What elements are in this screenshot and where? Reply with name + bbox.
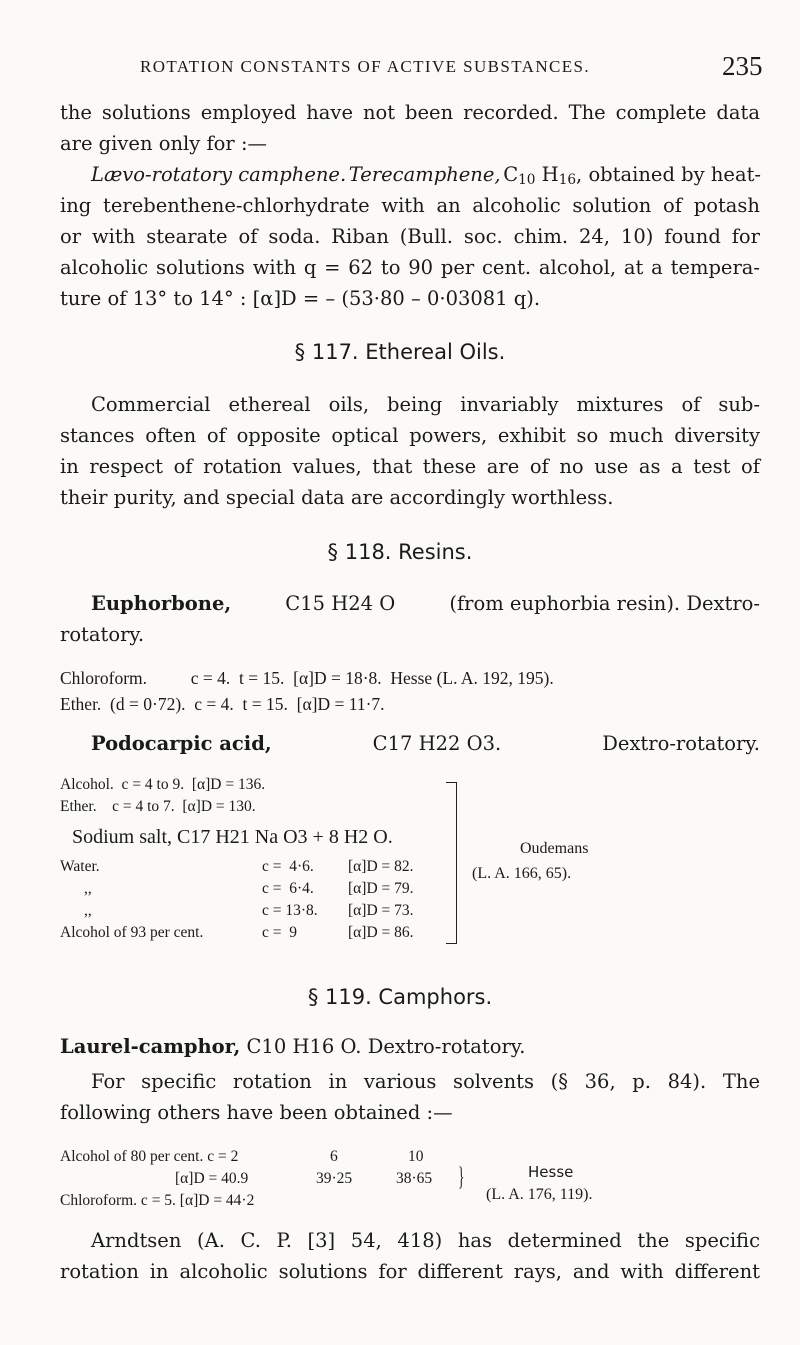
formula-h: H [541, 163, 559, 186]
chloroform-row: Chloroform. c = 4. t = 15. [α]D = 18·8. Hesse (L. A. 192, 195). [60, 668, 554, 688]
ether-row: Ether. (d = 0·72). c = 4. t = 15. [α]D = 11·7. [60, 694, 385, 714]
podocarpic-formula: C17 H22 O3. [372, 732, 502, 755]
intro-line-6: alcoholic solutions with q = 62 to 90 per cent. alcohol, at a tempera- [60, 256, 760, 279]
s117-line-4: their purity, and special data are accordingly worthless. [60, 486, 614, 509]
intro-line-2: are given only for :— [60, 132, 268, 155]
intro-line-5: or with stearate of soda. Riban (Bull. soc. chim. 24, 10) found for [60, 225, 760, 248]
hesse-row2-label: [α]D = 40.9 [175, 1170, 249, 1187]
section-117-heading: § 117. Ethereal Oils. [294, 340, 506, 364]
salt-rotation: [α]D = 73. [348, 902, 414, 919]
salt-solvent: Water. [60, 858, 100, 875]
euphorbone-formula: C15 H24 O [285, 592, 396, 615]
section-119-heading: § 119. Camphors. [307, 985, 493, 1009]
podocarpic-name: Podocarpic acid, [91, 732, 272, 755]
formula-c: C [503, 163, 519, 186]
salt-solvent: Alcohol of 93 per cent. [60, 924, 204, 941]
sodium-salt-line: Sodium salt, C17 H21 Na O3 + 8 H2 O. [72, 826, 393, 848]
intro-line-4: ing terebenthene-chlorhydrate with an alcoholic solution of potash [60, 194, 760, 217]
formula-sub-h: 16 [558, 172, 577, 188]
salt-solvent: ,, [84, 880, 92, 897]
salt-rotation: [α]D = 82. [348, 858, 414, 875]
arndtsen-line-2: rotation in alcoholic solutions for different rays, and with different [60, 1260, 760, 1283]
terecamphene-formula [503, 163, 761, 188]
laurel-line [60, 1035, 525, 1058]
podocarpic-rest: Dextro-rotatory. [602, 732, 760, 755]
euphorbone-line-2: rotatory. [60, 623, 145, 646]
laurel-formula: C10 H16 O. [246, 1035, 362, 1058]
hesse-row1-v2: 6 [330, 1148, 338, 1165]
section-118-heading: § 118. Resins. [327, 540, 473, 564]
salt-conc: c = 4·6. [262, 858, 314, 875]
salt-conc: c = 13·8. [262, 902, 318, 919]
podocarpic-line [91, 732, 760, 755]
formula-sub-c: 10 [518, 172, 536, 188]
podocarpic-alcohol-row: Alcohol. c = 4 to 9. [α]D = 136. [60, 776, 266, 793]
intro-line-7: ture of 13° to 14° : [α]D = – (53·80 – 0·03081 q). [60, 287, 541, 310]
s117-line-3: in respect of rotation values, that these are of no use as a test of [60, 455, 760, 478]
page-number: 235 [722, 51, 763, 81]
salt-rotation: [α]D = 79. [348, 880, 414, 897]
euphorbone-name: Euphorbone, [91, 592, 232, 615]
laurel-rest: Dextro-rotatory. [367, 1035, 526, 1058]
intro-line-1: the solutions employed have not been recorded. The complete data [60, 101, 760, 124]
hesse-brace: } [458, 1162, 465, 1191]
hesse-row1-label: Alcohol of 80 per cent. c = 2 [60, 1148, 239, 1165]
hesse-ref-cite: (L. A. 176, 119). [486, 1186, 593, 1203]
hesse-row2-v3: 38·65 [396, 1170, 433, 1187]
intro-line-3 [91, 163, 761, 188]
salt-solvent: ,, [84, 902, 92, 919]
laurel-name: Laurel-camphor, [60, 1035, 241, 1058]
laevo-camphene-name: Lævo-rotatory camphene. [91, 163, 347, 186]
s119-line-2: following others have been obtained :— [60, 1101, 453, 1124]
hesse-row1-v3: 10 [408, 1148, 424, 1165]
podocarpic-ether-row: Ether. c = 4 to 7. [α]D = 130. [60, 798, 256, 815]
salt-conc: c = 6·4. [262, 880, 314, 897]
euphorbone-line [91, 592, 760, 615]
s117-line-1: Commercial ethereal oils, being invariably mixtures of sub- [91, 393, 760, 416]
oudemans-ref-name: Oudemans [520, 840, 589, 857]
oudemans-brace [446, 782, 457, 944]
running-head: ROTATION CONSTANTS OF ACTIVE SUBSTANCES. [140, 57, 591, 76]
arndtsen-line-1: Arndtsen (A. C. P. [3] 54, 418) has determined the specific [91, 1229, 760, 1252]
salt-conc: c = 9 [262, 924, 297, 941]
intro-line-3-rest: , obtained by heat- [576, 163, 761, 186]
hesse-row2-v2: 39·25 [316, 1170, 353, 1187]
euphorbone-rest: (from euphorbia resin). Dextro- [449, 592, 760, 615]
hesse-row3-label: Chloroform. c = 5. [α]D = 44·2 [60, 1192, 255, 1209]
s117-line-2: stances often of opposite optical powers, exhibit so much diversity [60, 424, 760, 447]
s119-line-1: For specific rotation in various solvents (§ 36, p. 84). The [91, 1070, 760, 1093]
hesse-ref-name: Hesse [528, 1163, 574, 1181]
salt-rotation: [α]D = 86. [348, 924, 414, 941]
oudemans-ref-cite: (L. A. 166, 65). [472, 865, 572, 882]
terecamphene-term: Terecamphene, [348, 163, 501, 186]
